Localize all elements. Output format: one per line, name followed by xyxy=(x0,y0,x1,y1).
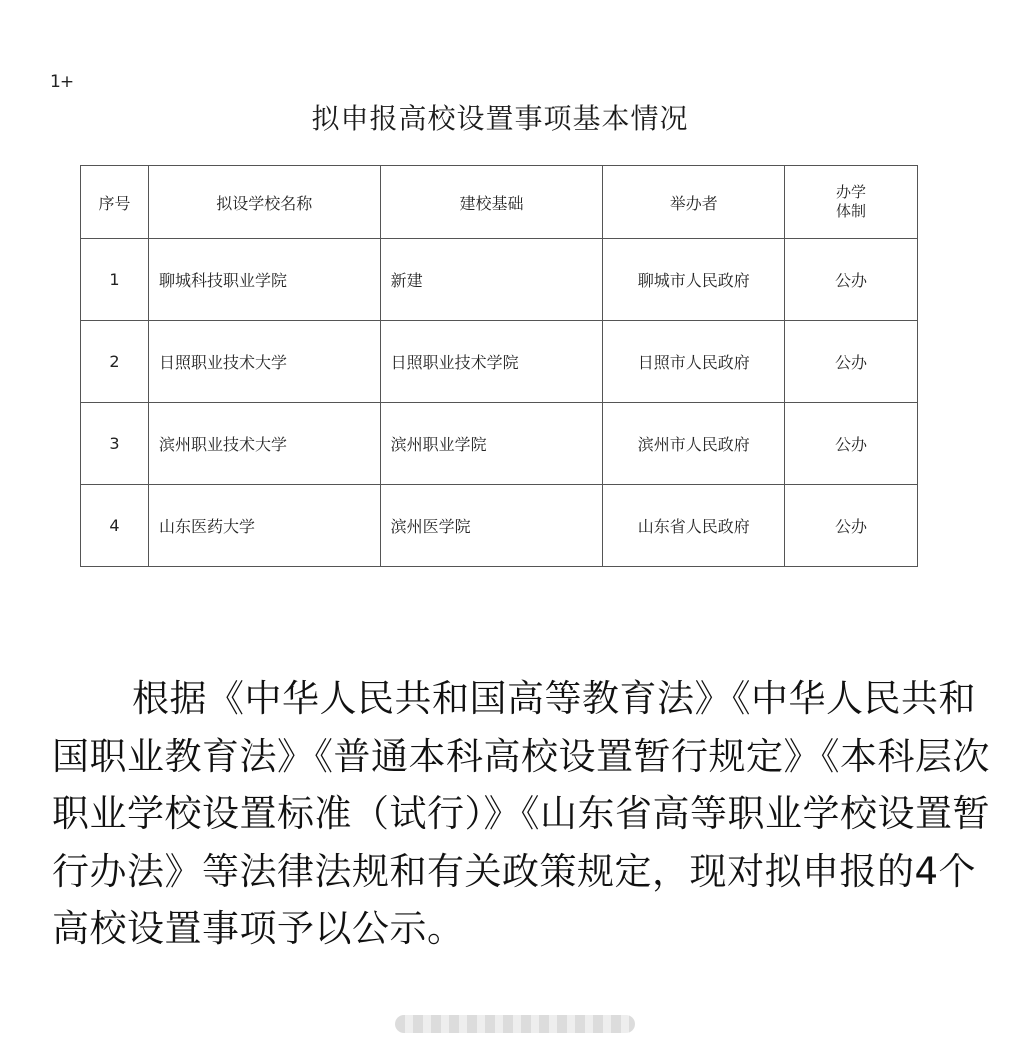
header-system xyxy=(785,166,918,239)
document-title: 拟申报高校设置事项基本情况 xyxy=(311,102,689,135)
header-system-line1: 办学 xyxy=(836,183,867,201)
cell-seq: 3 xyxy=(81,403,149,485)
cell-basis: 滨州职业学院 xyxy=(380,403,603,485)
header-basis: 建校基础 xyxy=(380,166,603,239)
cell-seq: 1 xyxy=(81,239,149,321)
table-header-row xyxy=(81,166,918,239)
header-system-line2: 体制 xyxy=(836,202,867,220)
cell-school-name: 滨州职业技术大学 xyxy=(148,403,380,485)
cell-basis: 滨州医学院 xyxy=(380,485,603,567)
cell-seq: 4 xyxy=(81,485,149,567)
cell-basis: 日照职业技术学院 xyxy=(380,321,603,403)
cell-seq: 2 xyxy=(81,321,149,403)
table-row xyxy=(81,403,918,485)
blurred-watermark xyxy=(395,1015,635,1033)
table-row xyxy=(81,239,918,321)
cell-system: 公办 xyxy=(785,239,918,321)
cell-school-name: 山东医药大学 xyxy=(148,485,380,567)
cell-organizer: 日照市人民政府 xyxy=(603,321,785,403)
cell-school-name: 聊城科技职业学院 xyxy=(148,239,380,321)
header-organizer: 举办者 xyxy=(603,166,785,239)
header-seq: 序号 xyxy=(81,166,149,239)
cell-system: 公办 xyxy=(785,321,918,403)
announcement-paragraph: 根据《中华人民共和国高等教育法》《中华人民共和国职业教育法》《普通本科高校设置暂行规定》《本科层次职业学校设置标准（试行）》《山东省高等职业学校设置暂行办法》等法律法规和有关政策规定，现对拟申报的4个高校设置事项予以公示。 xyxy=(52,677,990,950)
school-info-table xyxy=(80,165,918,567)
header-school-name: 拟设学校名称 xyxy=(148,166,380,239)
cell-system: 公办 xyxy=(785,485,918,567)
page-corner-mark: 1+ xyxy=(50,72,74,92)
cell-system: 公办 xyxy=(785,403,918,485)
cell-organizer: 聊城市人民政府 xyxy=(603,239,785,321)
cell-organizer: 山东省人民政府 xyxy=(603,485,785,567)
table-row xyxy=(81,321,918,403)
cell-basis: 新建 xyxy=(380,239,603,321)
cell-organizer: 滨州市人民政府 xyxy=(603,403,785,485)
table-row xyxy=(81,485,918,567)
cell-school-name: 日照职业技术大学 xyxy=(148,321,380,403)
